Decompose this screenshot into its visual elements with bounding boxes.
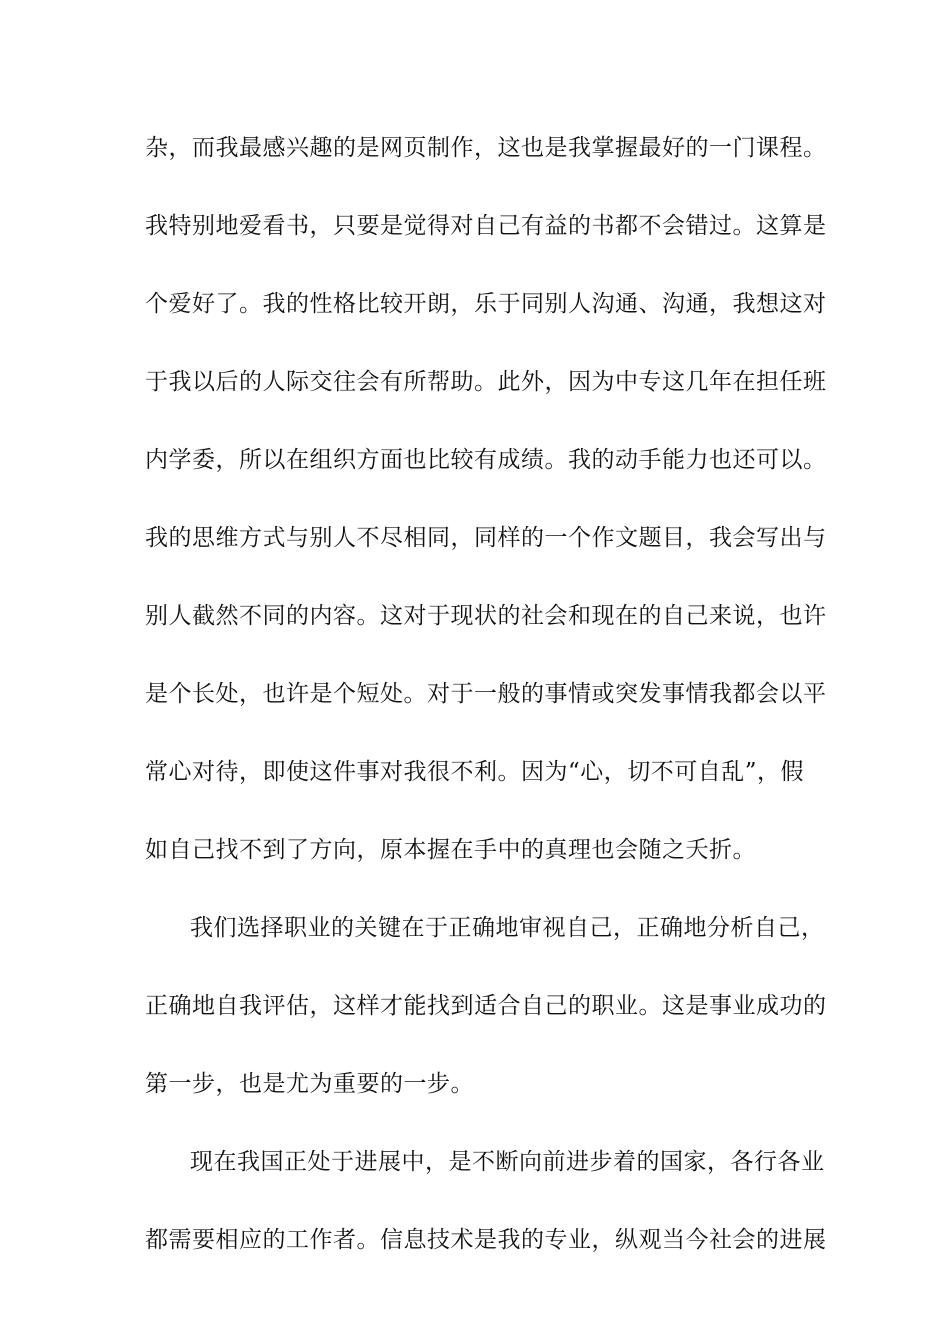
text-line: 杂，而我最感兴趣的是网页制作，这也是我掌握最好的一门课程。 xyxy=(145,135,827,161)
text-line: 正确地自我评估，这样才能找到适合自己的职业。这是事业成功的 xyxy=(145,993,827,1019)
text-line: 别人截然不同的内容。这对于现状的社会和现在的自己来说，也许 xyxy=(145,603,827,629)
text-line: 第一步，也是尤为重要的一步。 xyxy=(145,1071,474,1097)
paragraph-first-line: 现在我国正处于进展中，是不断向前进步着的国家，各行各业 xyxy=(190,1149,825,1175)
text-line: 如自己找不到了方向，原本握在手中的真理也会随之夭折。 xyxy=(145,837,756,863)
text-line: 内学委，所以在组织方面也比较有成绩。我的动手能力也还可以。 xyxy=(145,447,827,473)
text-line: 是个长处，也许是个短处。对于一般的事情或突发事情我都会以平 xyxy=(145,681,827,707)
text-line: 个爱好了。我的性格比较开朗，乐于同别人沟通、沟通，我想这对 xyxy=(145,291,827,317)
text-line: 都需要相应的工作者。信息技术是我的专业，纵观当今社会的进展 xyxy=(145,1227,827,1253)
text-line: 于我以后的人际交往会有所帮助。此外，因为中专这几年在担任班 xyxy=(145,369,827,395)
paragraph-first-line: 我们选择职业的关键在于正确地审视自己，正确地分析自己， xyxy=(190,915,825,941)
text-line: 常心对待，即使这件事对我很不利。因为“心，切不可自乱”，假 xyxy=(145,759,805,785)
text-line: 我特别地爱看书，只要是觉得对自己有益的书都不会错过。这算是 xyxy=(145,213,827,239)
text-line: 我的思维方式与别人不尽相同，同样的一个作文题目，我会写出与 xyxy=(145,525,827,551)
